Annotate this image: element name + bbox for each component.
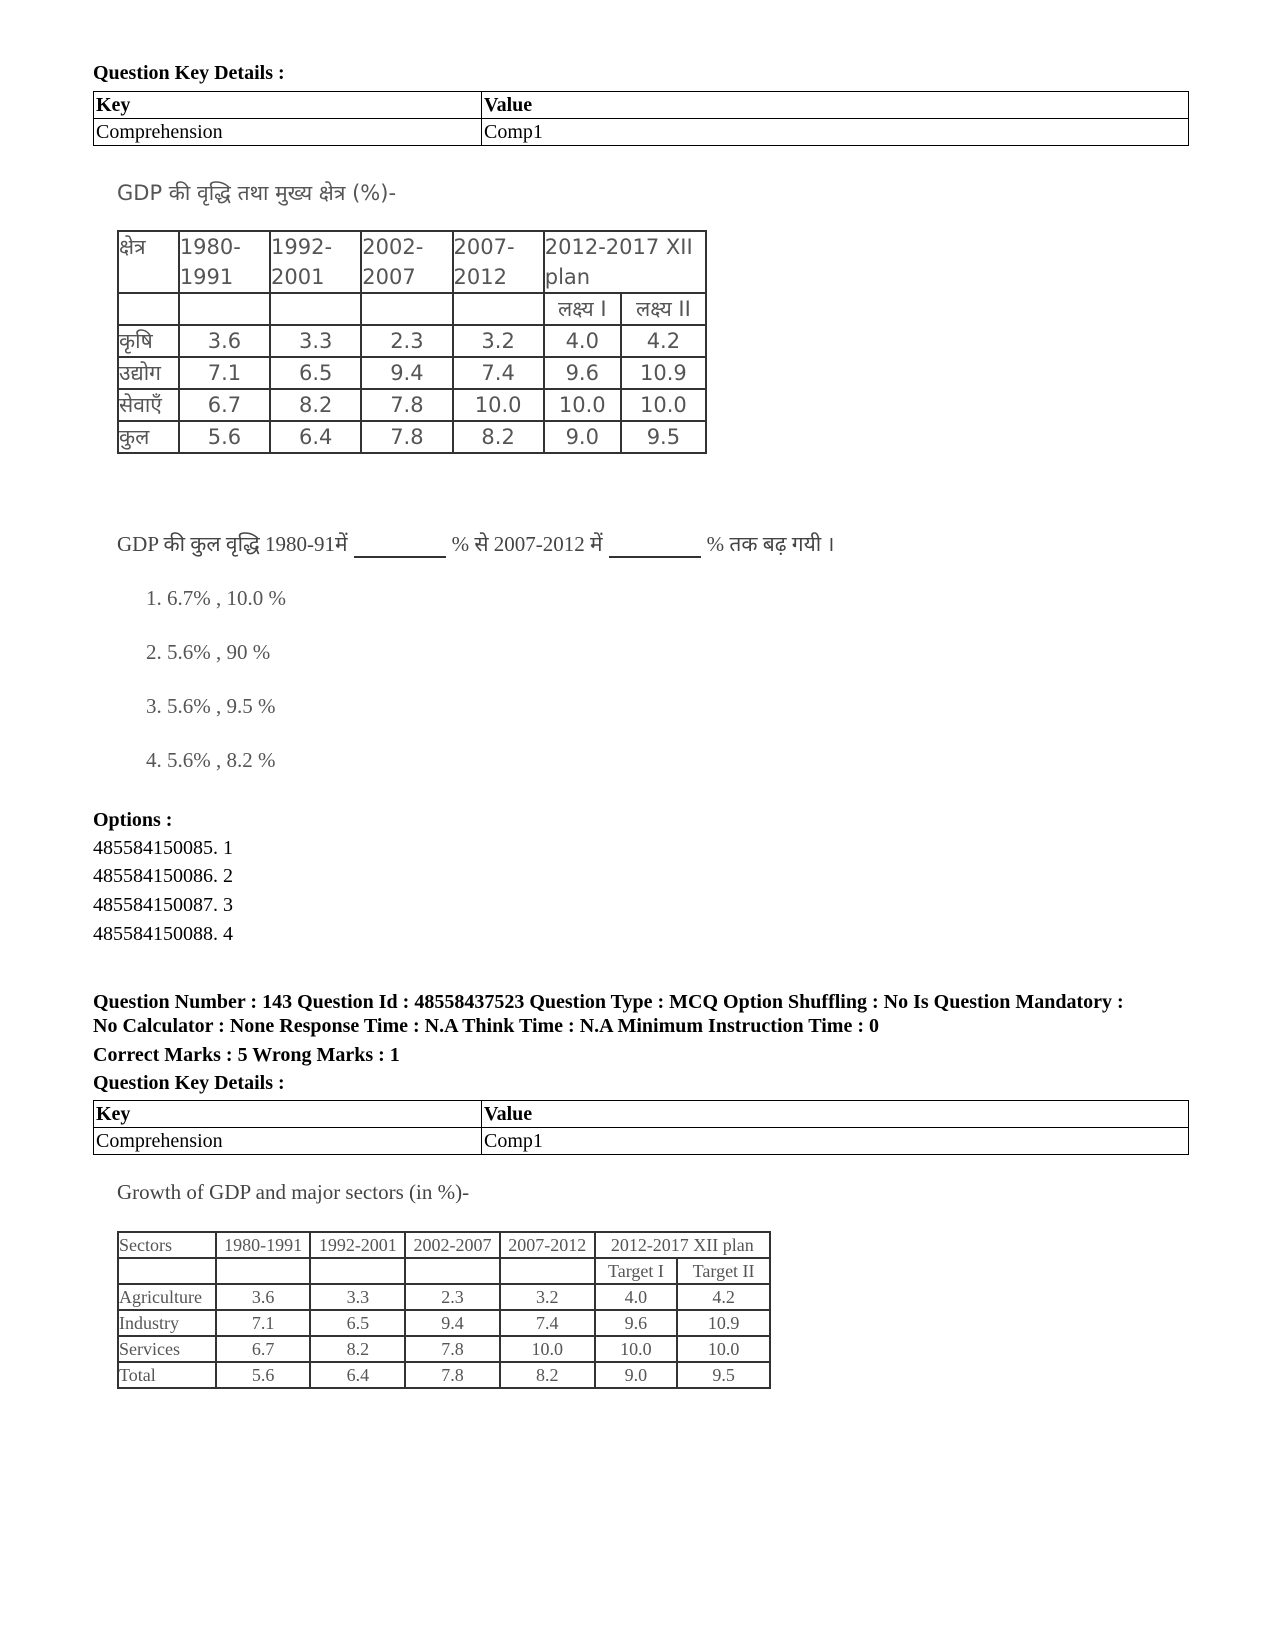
table-row (118, 421, 706, 453)
value-cell: 10.0 (621, 389, 706, 421)
value-cell: 3.2 (500, 1284, 595, 1310)
value-cell: 5.6 (179, 421, 270, 453)
marks-line: Correct Marks : 5 Wrong Marks : 1 (93, 1044, 400, 1066)
value-cell: 7.8 (361, 389, 452, 421)
sector-header: Sectors (118, 1232, 216, 1258)
value-cell: 7.4 (453, 357, 544, 389)
table-row (118, 1258, 770, 1284)
value-cell: 3.3 (270, 325, 361, 357)
option-id: 485584150088. 4 (93, 923, 233, 945)
value-cell: 9.4 (405, 1310, 500, 1336)
value-cell: 4.0 (595, 1284, 678, 1310)
target-header: लक्ष्य I (544, 293, 621, 325)
question-meta-line: No Calculator : None Response Time : N.A Think Time : N.A Minimum Instruction Time : 0 (93, 1015, 879, 1037)
option-id: 485584150085. 1 (93, 837, 233, 859)
value-cell: 8.2 (453, 421, 544, 453)
value-cell: 7.4 (500, 1310, 595, 1336)
sector-label: Industry (118, 1310, 216, 1336)
value-cell: 9.4 (361, 357, 452, 389)
value-cell: 2.3 (361, 325, 452, 357)
value-cell: 3.6 (216, 1284, 311, 1310)
period-header: 2002-2007 (405, 1232, 500, 1258)
value-cell: Comp1 (482, 1128, 1189, 1155)
sector-label: Agriculture (118, 1284, 216, 1310)
question-option: 1. 6.7% , 10.0 % (146, 586, 286, 610)
value-cell: 9.0 (595, 1362, 678, 1388)
table-row (118, 325, 706, 357)
target-header: लक्ष्य II (621, 293, 706, 325)
question-option: 3. 5.6% , 9.5 % (146, 694, 276, 718)
table-row (118, 1284, 770, 1310)
sector-label: Services (118, 1336, 216, 1362)
value-cell: 6.5 (310, 1310, 405, 1336)
value-cell: 7.8 (405, 1362, 500, 1388)
table-row (118, 231, 706, 293)
value-cell: 7.1 (179, 357, 270, 389)
value-cell: 10.0 (595, 1336, 678, 1362)
value-cell: 6.7 (179, 389, 270, 421)
period-header: 1980-1991 (216, 1232, 311, 1258)
sector-header: क्षेत्र (118, 231, 179, 293)
value-cell: 7.8 (361, 421, 452, 453)
value-header: Value (482, 92, 1189, 119)
value-cell: 10.0 (500, 1336, 595, 1362)
value-cell: 2.3 (405, 1284, 500, 1310)
value-cell: 10.0 (453, 389, 544, 421)
question-part: % से 2007-2012 में (451, 532, 603, 556)
sector-label: कृषि (118, 325, 179, 357)
question-part: GDP की कुल वृद्धि 1980-91में (117, 532, 348, 556)
option-id: 485584150087. 3 (93, 894, 233, 916)
image-title: Growth of GDP and major sectors (in %)- (117, 1180, 470, 1204)
sector-label: सेवाएँ (118, 389, 179, 421)
options-label: Options : (93, 809, 173, 831)
sector-label: Total (118, 1362, 216, 1388)
table-row (94, 1101, 1189, 1128)
key-value-table (93, 91, 1189, 146)
value-cell: 7.8 (405, 1336, 500, 1362)
table-row (94, 92, 1189, 119)
value-cell: 4.0 (544, 325, 621, 357)
english-gdp-table (117, 1231, 771, 1389)
target-header: Target I (595, 1258, 678, 1284)
sector-label: उद्योग (118, 357, 179, 389)
value-cell: 3.2 (453, 325, 544, 357)
table-row (94, 119, 1189, 146)
table-row (94, 1128, 1189, 1155)
value-cell: 8.2 (310, 1336, 405, 1362)
value-cell: 10.9 (621, 357, 706, 389)
table-row (118, 1362, 770, 1388)
value-cell: 9.6 (595, 1310, 678, 1336)
key-cell: Comprehension (94, 1128, 482, 1155)
table-row (118, 357, 706, 389)
option-id: 485584150086. 2 (93, 865, 233, 887)
value-cell: 4.2 (621, 325, 706, 357)
period-header: 2007-2012 (500, 1232, 595, 1258)
value-cell: 10.0 (544, 389, 621, 421)
value-cell: 8.2 (500, 1362, 595, 1388)
value-cell: Comp1 (482, 119, 1189, 146)
key-details-label: Question Key Details : (93, 62, 285, 84)
value-cell: 3.6 (179, 325, 270, 357)
key-header: Key (94, 92, 482, 119)
question-option: 4. 5.6% , 8.2 % (146, 748, 276, 772)
period-header: 1992-2001 (310, 1232, 405, 1258)
table-row (118, 1310, 770, 1336)
table-row (118, 1232, 770, 1258)
table-row (118, 293, 706, 325)
value-cell: 6.4 (310, 1362, 405, 1388)
value-cell: 7.1 (216, 1310, 311, 1336)
value-cell: 6.4 (270, 421, 361, 453)
value-cell: 6.7 (216, 1336, 311, 1362)
value-cell: 10.9 (677, 1310, 770, 1336)
question-text (117, 530, 834, 558)
value-cell: 5.6 (216, 1362, 311, 1388)
plan-header: 2012-2017 XII plan (595, 1232, 770, 1258)
period-header: 2002- 2007 (361, 231, 452, 293)
period-header: 2007- 2012 (453, 231, 544, 293)
value-cell: 8.2 (270, 389, 361, 421)
key-cell: Comprehension (94, 119, 482, 146)
key-details-label: Question Key Details : (93, 1072, 285, 1094)
table-row (118, 389, 706, 421)
value-header: Value (482, 1101, 1189, 1128)
value-cell: 4.2 (677, 1284, 770, 1310)
value-cell: 9.5 (677, 1362, 770, 1388)
target-header: Target II (677, 1258, 770, 1284)
table-row (118, 1336, 770, 1362)
value-cell: 3.3 (310, 1284, 405, 1310)
image-title: GDP की वृद्धि तथा मुख्य क्षेत्र (%)- (117, 181, 397, 205)
period-header: 1992- 2001 (270, 231, 361, 293)
answer-blank (354, 536, 446, 558)
plan-header: 2012-2017 XII plan (544, 231, 706, 293)
period-header: 1980- 1991 (179, 231, 270, 293)
hindi-gdp-table (117, 230, 707, 454)
answer-blank (609, 536, 701, 558)
question-part: % तक बढ़ गयी । (706, 532, 835, 556)
value-cell: 9.5 (621, 421, 706, 453)
value-cell: 9.6 (544, 357, 621, 389)
value-cell: 10.0 (677, 1336, 770, 1362)
sector-label: कुल (118, 421, 179, 453)
question-option: 2. 5.6% , 90 % (146, 640, 271, 664)
key-header: Key (94, 1101, 482, 1128)
key-value-table (93, 1100, 1189, 1155)
value-cell: 9.0 (544, 421, 621, 453)
value-cell: 6.5 (270, 357, 361, 389)
question-meta-line: Question Number : 143 Question Id : 48558437523 Question Type : MCQ Option Shuffling : No Is Question Mandatory : (93, 991, 1124, 1013)
